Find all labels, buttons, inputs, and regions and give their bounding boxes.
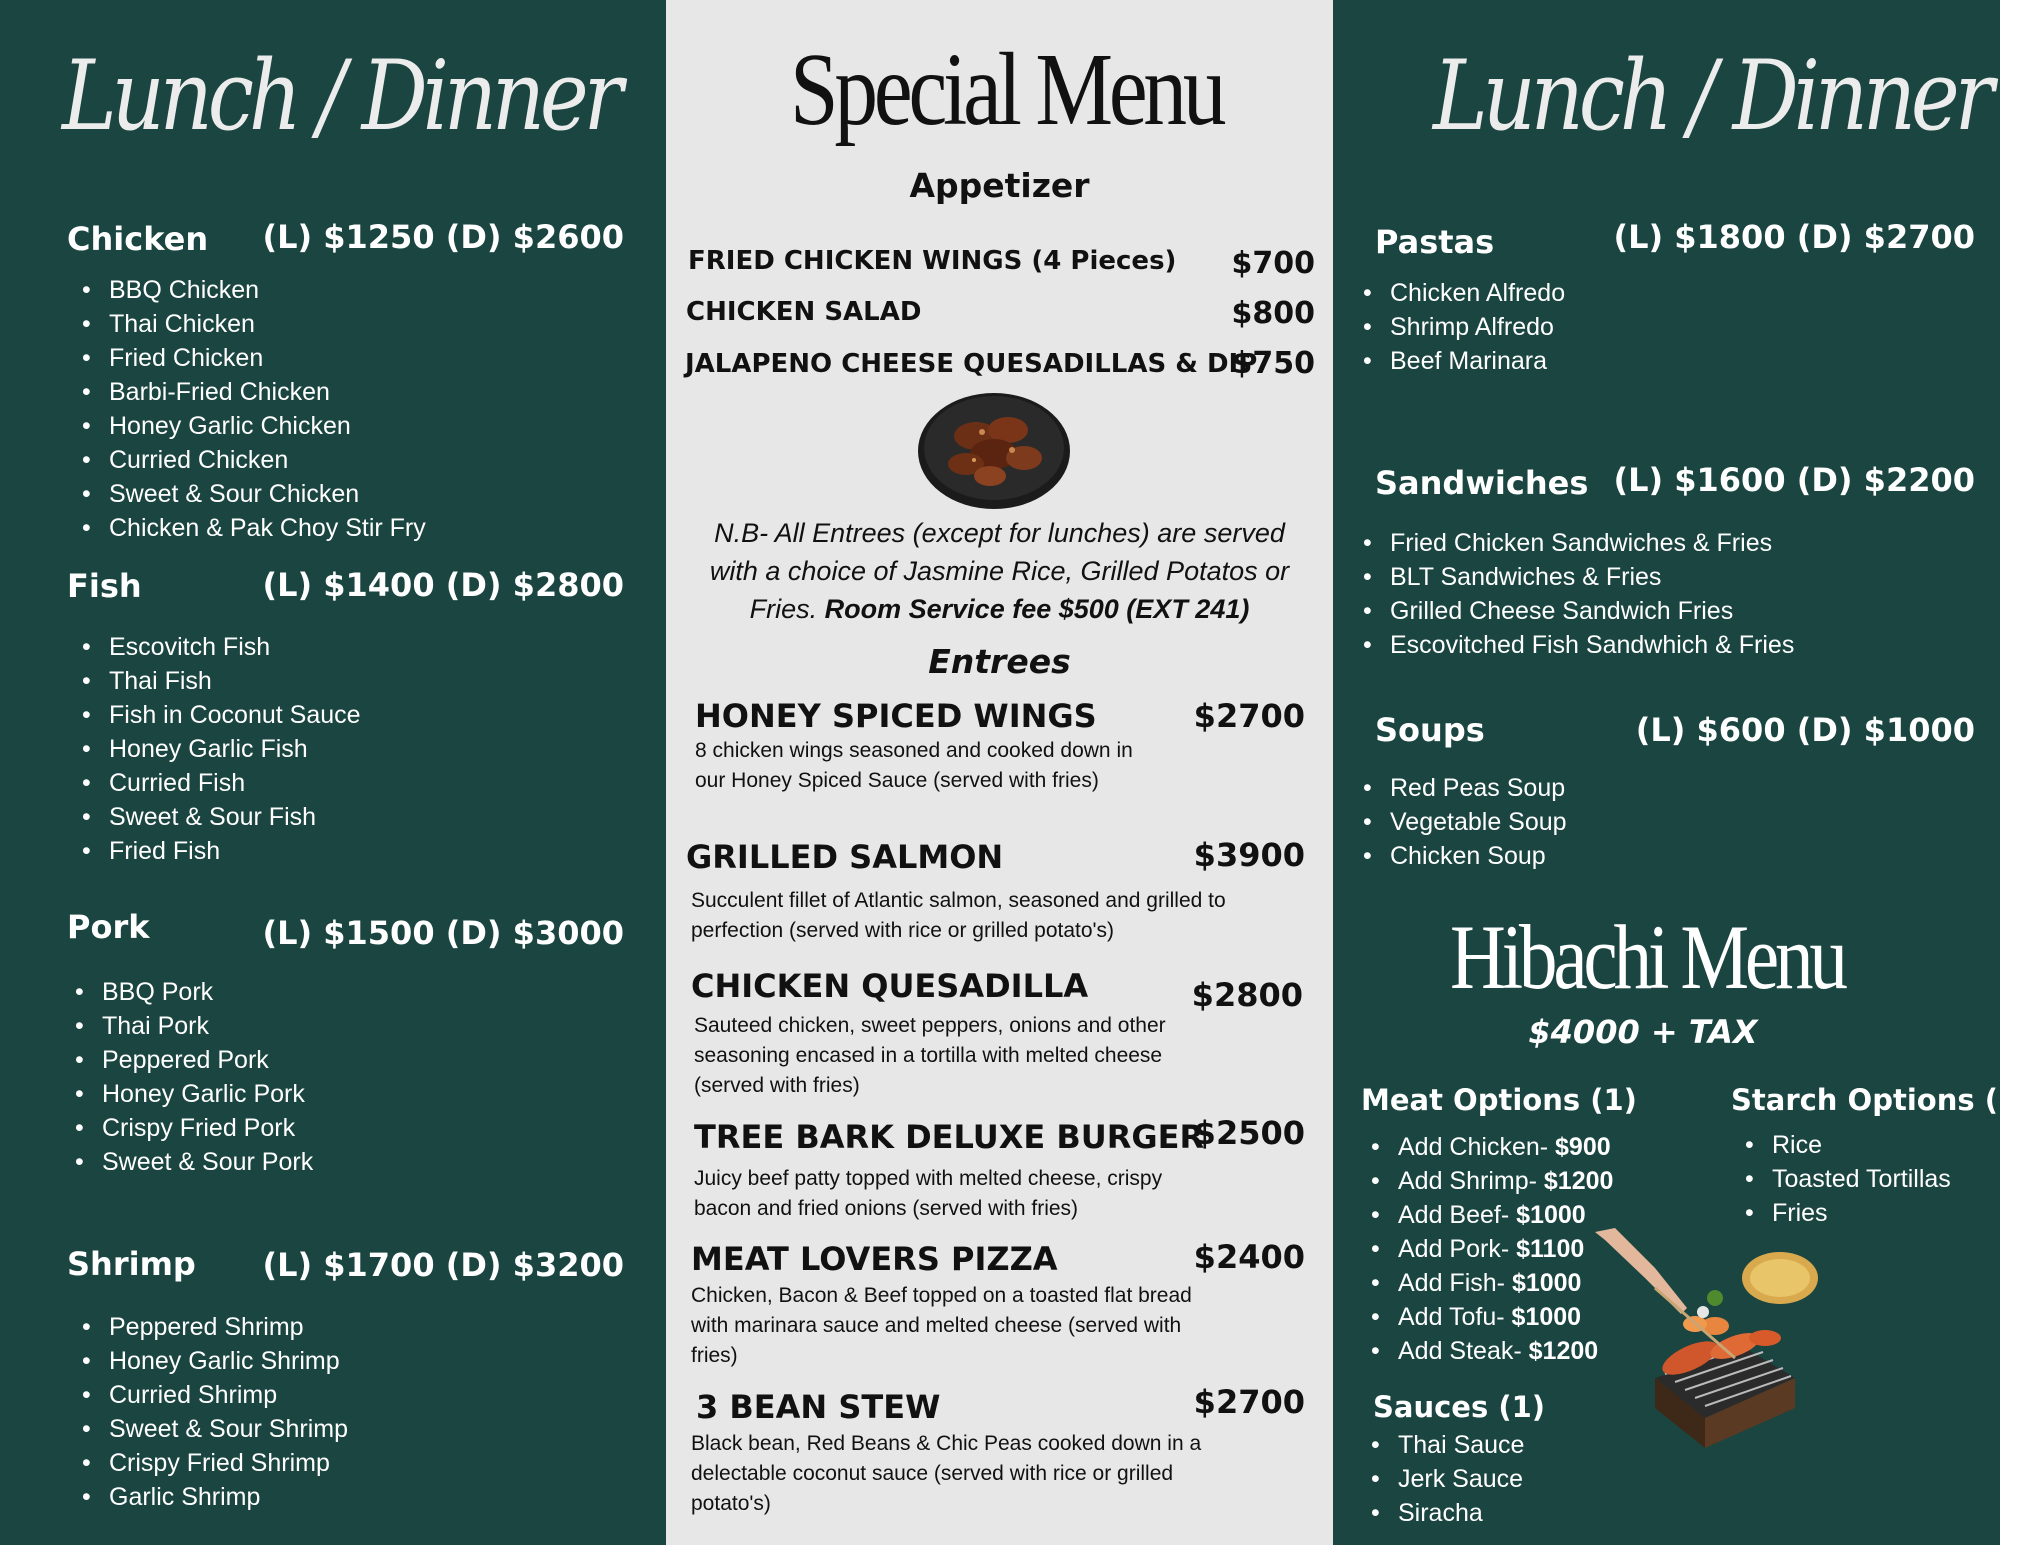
entree-note-text: N.B- All Entrees (except for lunches) are served with a choice of Jasmine Rice, Grilled Potatos or Fries. — [709, 518, 1290, 624]
appetizer-price: $700 — [1231, 246, 1315, 281]
entree-name: HONEY SPICED WINGS — [695, 697, 1097, 735]
chicken-wings-dish-image — [916, 388, 1072, 510]
starch-options-list — [1745, 1128, 1951, 1230]
list-item: • Vegetable Soup — [1363, 805, 1567, 839]
entree-name: MEAT LOVERS PIZZA — [691, 1240, 1058, 1278]
right-panel — [1333, 0, 2031, 1545]
item-list-sandwiches — [1363, 526, 1794, 662]
sauces-heading: Sauces (1) — [1373, 1390, 1546, 1424]
sauces-list — [1371, 1428, 1524, 1530]
appetizer-heading: Appetizer — [909, 166, 1090, 205]
list-item: • Honey Garlic Shrimp — [82, 1344, 348, 1378]
section-price-pork: (L) $1500 (D) $3000 — [262, 914, 624, 952]
list-item: • Garlic Shrimp — [82, 1480, 348, 1514]
appetizer-name: CHICKEN SALAD — [686, 297, 922, 327]
list-item: • Honey Garlic Chicken — [82, 409, 426, 443]
list-item: • Fish in Coconut Sauce — [82, 698, 361, 732]
list-item: • Chicken & Pak Choy Stir Fry — [82, 511, 426, 545]
list-item: • Curried Chicken — [82, 443, 426, 477]
list-item: • Add Fish- $1000 — [1371, 1266, 1613, 1300]
list-item: • Add Pork- $1100 — [1371, 1232, 1613, 1266]
appetizer-name: JALAPENO CHEESE QUESADILLAS & DIP — [685, 349, 1258, 379]
list-item: • BLT Sandwiches & Fries — [1363, 560, 1794, 594]
list-item: • Curried Shrimp — [82, 1378, 348, 1412]
list-item: • Honey Garlic Fish — [82, 732, 361, 766]
entree-description: 8 chicken wings seasoned and cooked down in our Honey Spiced Sauce (served with fries) — [695, 739, 1133, 792]
starch-options-heading: Starch Options (1) — [1731, 1083, 2031, 1117]
list-item: • Thai Fish — [82, 664, 361, 698]
list-item: • Crispy Fried Shrimp — [82, 1446, 348, 1480]
list-item: • Escovitch Fish — [82, 630, 361, 664]
section-title-pork: Pork — [67, 908, 150, 946]
section-title-pastas: Pastas — [1375, 223, 1495, 261]
list-item: • Honey Garlic Pork — [75, 1077, 313, 1111]
list-item: • Beef Marinara — [1363, 344, 1565, 378]
list-item: • Grilled Cheese Sandwich Fries — [1363, 594, 1794, 628]
list-item: • BBQ Chicken — [82, 273, 426, 307]
hibachi-grill-image — [1595, 1228, 1820, 1453]
list-item: • Shrimp Alfredo — [1363, 310, 1565, 344]
section-price-sandwiches: (L) $1600 (D) $2200 — [1613, 461, 1975, 499]
appetizer-price: $800 — [1231, 296, 1315, 331]
list-item: • Sweet & Sour Pork — [75, 1145, 313, 1179]
entree-description: Juicy beef patty topped with melted cheese, crispy bacon and fried onions (served with fries) — [694, 1167, 1163, 1220]
middle-panel — [666, 0, 1333, 1545]
entree-price: $2700 — [1193, 1383, 1305, 1421]
list-item: • Sweet & Sour Fish — [82, 800, 361, 834]
entree-price: $2500 — [1193, 1114, 1305, 1152]
item-list-shrimp — [82, 1310, 348, 1514]
hibachi-menu-title: Hibachi Menu — [1450, 906, 1844, 1008]
section-price-chicken: (L) $1250 (D) $2600 — [262, 218, 624, 256]
section-title-chicken: Chicken — [67, 220, 209, 258]
hibachi-price: $4000 + TAX — [1528, 1013, 1758, 1051]
entree-name: CHICKEN QUESADILLA — [691, 967, 1089, 1005]
list-item: • Curried Fish — [82, 766, 361, 800]
entree-price: $2400 — [1193, 1238, 1305, 1276]
list-item: • Fried Fish — [82, 834, 361, 868]
appetizer-name: FRIED CHICKEN WINGS (4 Pieces) — [688, 246, 1177, 276]
entree-name: 3 BEAN STEW — [696, 1388, 941, 1426]
list-item: • Sweet & Sour Shrimp — [82, 1412, 348, 1446]
list-item: • Peppered Pork — [75, 1043, 313, 1077]
section-price-fish: (L) $1400 (D) $2800 — [262, 566, 624, 604]
entree-note — [696, 514, 1303, 628]
left-panel-title: Lunch / Dinner — [62, 40, 618, 152]
list-item: • Add Shrimp- $1200 — [1371, 1164, 1613, 1198]
list-item: • Jerk Sauce — [1371, 1462, 1524, 1496]
item-list-chicken — [82, 273, 426, 545]
item-list-fish — [82, 630, 361, 868]
list-item: • Thai Sauce — [1371, 1428, 1524, 1462]
item-list-pork — [75, 975, 313, 1179]
entree-price: $2700 — [1193, 697, 1305, 735]
entree-price: $3900 — [1193, 836, 1305, 874]
list-item: • Thai Pork — [75, 1009, 313, 1043]
list-item: • Red Peas Soup — [1363, 771, 1567, 805]
list-item: • Add Tofu- $1000 — [1371, 1300, 1613, 1334]
entree-description: Succulent fillet of Atlantic salmon, seasoned and grilled to perfection (served with rice or grilled potato's) — [691, 889, 1226, 942]
entree-name: GRILLED SALMON — [686, 838, 1004, 876]
entree-description: Black bean, Red Beans & Chic Peas cooked down in a delectable coconut sauce (served with rice or grilled potato's) — [691, 1432, 1202, 1515]
list-item: • Add Beef- $1000 — [1371, 1198, 1613, 1232]
entree-description: Chicken, Bacon & Beef topped on a toasted flat bread with marinara sauce and melted cheese (served with fries) — [691, 1284, 1192, 1367]
list-item: • Toasted Tortillas — [1745, 1162, 1951, 1196]
list-item: • Chicken Alfredo — [1363, 276, 1565, 310]
section-price-shrimp: (L) $1700 (D) $3200 — [262, 1246, 624, 1284]
list-item: • BBQ Pork — [75, 975, 313, 1009]
right-panel-title: Lunch / Dinner — [1433, 40, 1989, 152]
section-title-soups: Soups — [1375, 711, 1485, 749]
list-item: • Peppered Shrimp — [82, 1310, 348, 1344]
section-title-shrimp: Shrimp — [67, 1245, 196, 1283]
appetizer-price: $750 — [1231, 346, 1315, 381]
room-service-fee: Room Service fee $500 (EXT 241) — [824, 594, 1250, 624]
list-item: • Fries — [1745, 1196, 1951, 1230]
list-item: • Barbi-Fried Chicken — [82, 375, 426, 409]
list-item: • Sweet & Sour Chicken — [82, 477, 426, 511]
list-item: • Escovitched Fish Sandwhich & Fries — [1363, 628, 1794, 662]
item-list-pastas — [1363, 276, 1565, 378]
list-item: • Add Steak- $1200 — [1371, 1334, 1613, 1368]
section-title-sandwiches: Sandwiches — [1375, 464, 1589, 502]
meat-options-heading: Meat Options (1) — [1361, 1083, 1637, 1117]
section-price-soups: (L) $600 (D) $1000 — [1635, 711, 1975, 749]
list-item: • Siracha — [1371, 1496, 1524, 1530]
list-item: • Thai Chicken — [82, 307, 426, 341]
entree-price: $2800 — [1191, 976, 1303, 1014]
entree-name: TREE BARK DELUXE BURGER — [694, 1118, 1205, 1156]
list-item: • Crispy Fried Pork — [75, 1111, 313, 1145]
special-menu-title: Special Menu — [790, 32, 1223, 147]
entrees-heading: Entrees — [928, 642, 1071, 681]
list-item: • Chicken Soup — [1363, 839, 1567, 873]
list-item: • Fried Chicken — [82, 341, 426, 375]
section-title-fish: Fish — [67, 567, 142, 605]
left-panel — [0, 0, 666, 1545]
list-item: • Rice — [1745, 1128, 1951, 1162]
meat-options-list — [1371, 1130, 1613, 1368]
list-item: • Fried Chicken Sandwiches & Fries — [1363, 526, 1794, 560]
list-item: • Add Chicken- $900 — [1371, 1130, 1613, 1164]
section-price-pastas: (L) $1800 (D) $2700 — [1613, 218, 1975, 256]
item-list-soups — [1363, 771, 1567, 873]
entree-description: Sauteed chicken, sweet peppers, onions and other seasoning encased in a tortilla with melted cheese (served with fries) — [694, 1014, 1166, 1097]
